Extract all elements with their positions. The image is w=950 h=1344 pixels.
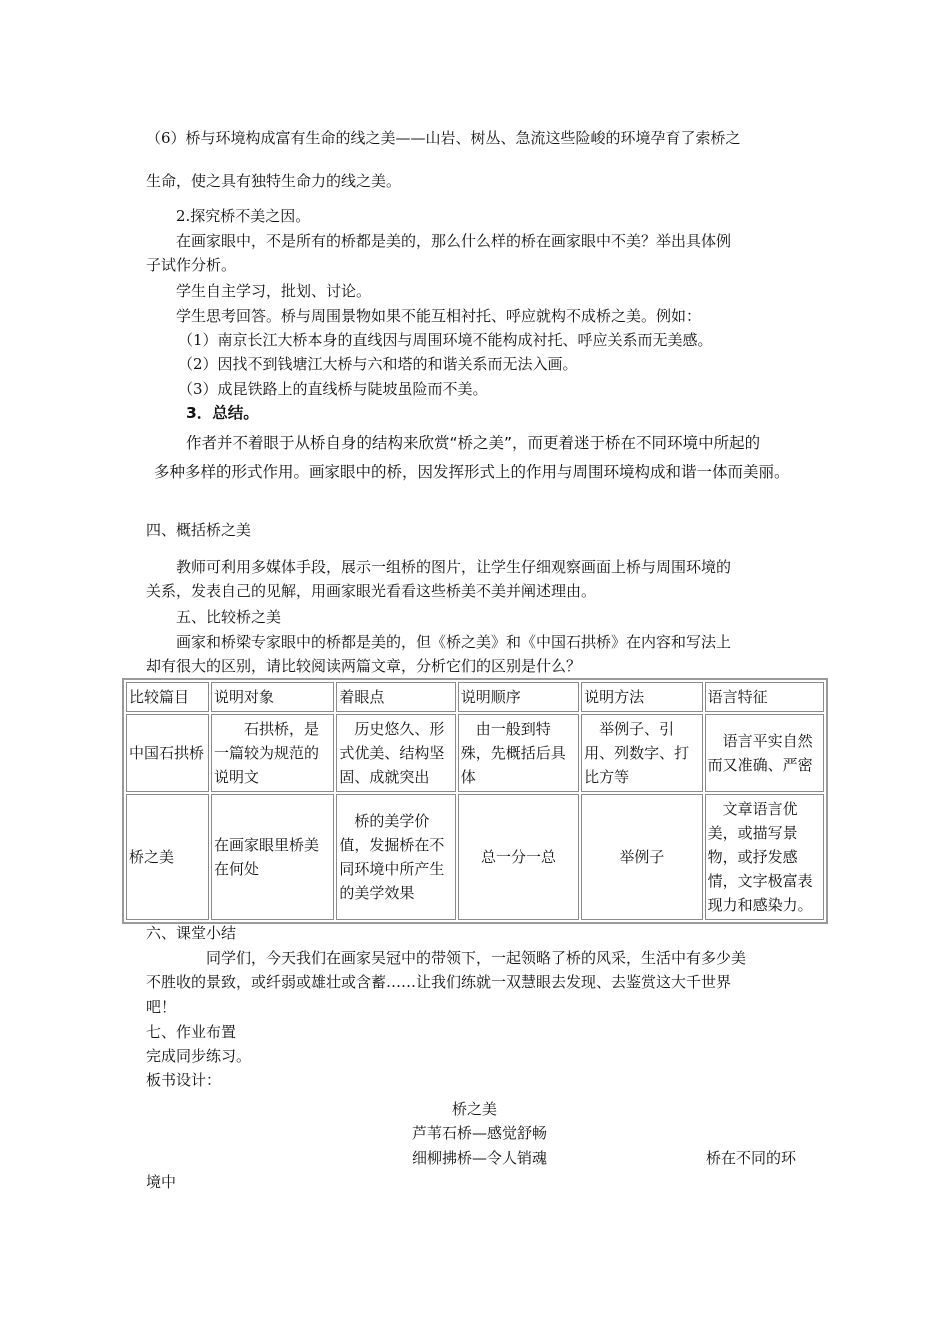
section-2-example-2: （2）因找不到钱塘江大桥与六和塔的和谐关系而无法入画。: [178, 355, 578, 373]
section-6-title: 六、课堂小结: [146, 924, 237, 942]
section-2-title: 2.探究桥不美之因。: [176, 207, 311, 225]
table-header-cell: 说明顺序: [458, 682, 579, 712]
table-header-cell: 比较篇目: [126, 682, 209, 712]
section-6-line1: 同学们，今天我们在画家吴冠中的带领下，一起领略了桥的风采，生活中有多少美: [206, 949, 747, 967]
summary-line1: 作者并不着眼于从桥自身的结构来欣赏“桥之美”，而更着迷于桥在不同环境中所起的: [186, 434, 761, 452]
board-tail-text: 境中: [146, 1173, 177, 1191]
table-header-cell: 说明方法: [581, 682, 702, 712]
board-main-title: 桥之美: [452, 1100, 498, 1118]
table-cell: 中国石拱桥: [126, 714, 209, 792]
section-5-title: 五、比较桥之美: [176, 608, 282, 626]
table-cell: 历史悠久、形式优美、结构坚固、成就突出: [336, 714, 455, 792]
board-line-2: 细柳拂桥—令人销魂: [412, 1149, 548, 1167]
table-cell: 由一般到特殊，先概括后具体: [458, 714, 579, 792]
section-2-question-line2: 子试作分析。: [146, 256, 237, 274]
table-cell: 举例子: [581, 794, 702, 920]
para-6-line1: （6）桥与环境构成富有生命的线之美——山岩、树丛、急流这些险峻的环境孕育了索桥之: [146, 129, 741, 147]
section-2-study: 学生自主学习，批划、讨论。: [176, 282, 372, 300]
table-header-cell: 语言特征: [705, 682, 824, 712]
summary-line2: 多种多样的形式作用。画家眼中的桥，因发挥形式上的作用与周围环境构成和谐一体而美丽。: [154, 463, 790, 481]
table-cell: 石拱桥，是一篇较为规范的说明文: [211, 714, 334, 792]
section-4-line1: 教师可利用多媒体手段，展示一组桥的图片，让学生仔细观察画面上桥与周围环境的: [176, 558, 732, 576]
section-2-example-1: （1）南京长江大桥本身的直线因与周围环境不能构成衬托、呼应关系而无美感。: [178, 331, 713, 349]
table-cell: 桥的美学价值，发掘桥在不同环境中所产生的美学效果: [336, 794, 455, 920]
table-row: [126, 794, 824, 920]
section-4-title: 四、概括桥之美: [146, 521, 252, 539]
table-header-cell: 说明对象: [211, 682, 334, 712]
para-6-line2: 生命，使之具有独特生命力的线之美。: [146, 172, 402, 190]
table-cell: 在画家眼里桥美在何处: [211, 794, 334, 920]
table-row: [126, 714, 824, 792]
table-header-row: [126, 682, 824, 712]
table-header-cell: 着眼点: [336, 682, 455, 712]
section-6-line3: 吧！: [146, 998, 177, 1016]
table-cell: 总一分一总: [458, 794, 579, 920]
board-right-text: 桥在不同的环: [706, 1149, 797, 1167]
section-5-line1: 画家和桥梁专家眼中的桥都是美的，但《桥之美》和《中国石拱桥》在内容和写法上: [176, 633, 732, 651]
section-2-question-line1: 在画家眼中，不是所有的桥都是美的，那么什么样的桥在画家眼中不美？举出具体例: [176, 232, 732, 250]
table-cell: 语言平实自然而又准确、严密: [705, 714, 824, 792]
section-5-line2: 却有很大的区别，请比较阅读两篇文章，分析它们的区别是什么？: [146, 657, 582, 675]
section-7-line1: 完成同步练习。: [146, 1047, 252, 1065]
table-cell: 举例子、引用、列数字、打比方等: [581, 714, 702, 792]
board-design-label: 板书设计：: [146, 1071, 222, 1089]
section-7-title: 七、作业布置: [146, 1023, 237, 1041]
section-2-answer: 学生思考回答。桥与周围景物如果不能互相衬托、呼应就构不成桥之美。例如：: [176, 307, 702, 325]
table-cell: 桥之美: [126, 794, 209, 920]
section-3-title: 3．总结。: [186, 404, 259, 422]
board-line-1: 芦苇石桥—感觉舒畅: [412, 1124, 548, 1142]
table-cell: 文章语言优美，或描写景物，或抒发感情，文字极富表现力和感染力。: [705, 794, 824, 920]
section-4-line2: 关系，发表自己的见解，用画家眼光看看这些桥美不美并阐述理由。: [146, 582, 597, 600]
comparison-table: [122, 678, 828, 924]
section-2-example-3: （3）成昆铁路上的直线桥与陡坡虽险而不美。: [178, 380, 488, 398]
section-6-line2: 不胜收的景致，或纤弱或雄壮或含蓄……让我们练就一双慧眼去发现、去鉴赏这大千世界: [146, 973, 732, 991]
